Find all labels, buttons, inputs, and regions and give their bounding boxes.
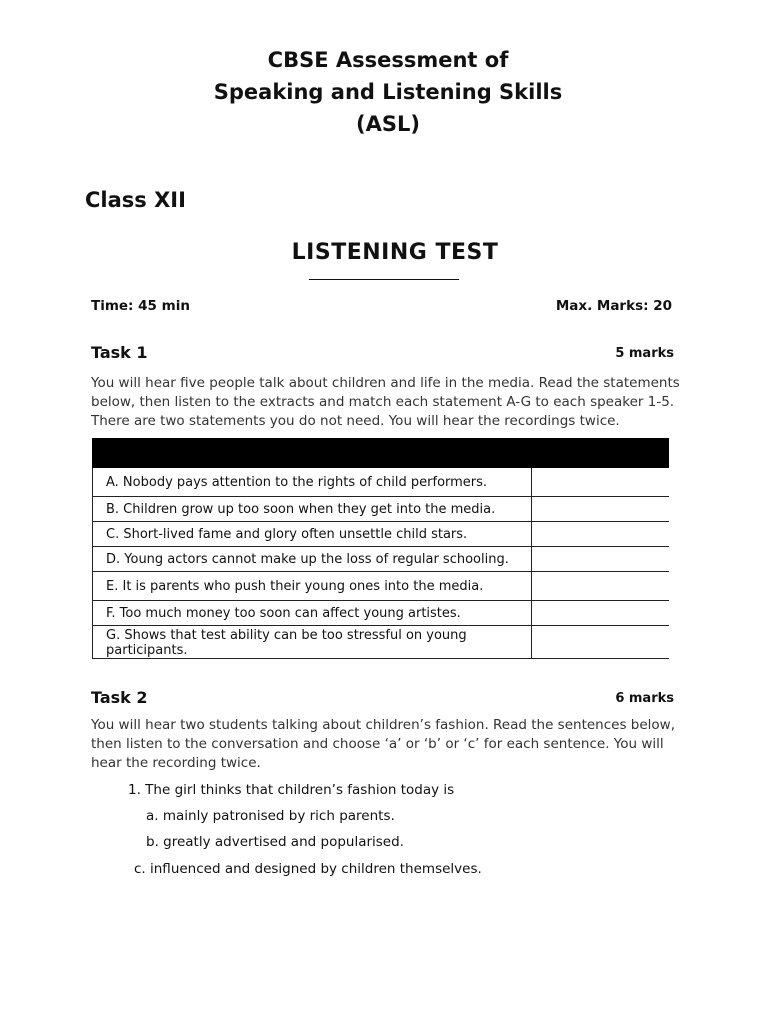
- time-label: Time: 45 min: [91, 298, 190, 314]
- table-header-cell: [93, 439, 532, 468]
- statement-cell: G. Shows that test ability can be too stressful on young participants.: [93, 626, 532, 659]
- option-c: c. influenced and designed by children themselves.: [134, 861, 482, 877]
- task2-instructions: You will hear two students talking about children’s fashion. Read the sentences below, then listen to the conversation and choose ‘a’ or ‘b’ or ‘c’ for each sentence. You will hear the recording twice.: [91, 717, 676, 771]
- statement-cell: E. It is parents who push their young ones into the media.: [93, 572, 532, 601]
- statement-cell: B. Children grow up too soon when they get into the media.: [93, 497, 532, 522]
- title-line-3: (ASL): [356, 112, 420, 136]
- task1-heading: Task 1: [91, 343, 148, 362]
- test-title: LISTENING TEST: [291, 240, 499, 265]
- max-marks-label: Max. Marks: 20: [555, 298, 672, 314]
- answer-cell[interactable]: [532, 522, 670, 547]
- table-header-row: [93, 439, 670, 468]
- answer-cell[interactable]: [532, 468, 670, 497]
- question-1: 1. The girl thinks that children’s fashion today is: [128, 782, 455, 798]
- answer-cell[interactable]: [532, 547, 670, 572]
- title-line-2: Speaking and Listening Skills: [213, 80, 563, 104]
- matching-table: [92, 438, 669, 659]
- title-line-1: CBSE Assessment of: [267, 48, 509, 72]
- table-row: [93, 626, 670, 659]
- document-title: [0, 44, 768, 140]
- table-header-cell: [532, 439, 670, 468]
- answer-cell[interactable]: [532, 626, 670, 659]
- statement-cell: F. Too much money too soon can affect young artistes.: [93, 601, 532, 626]
- title-underline: [309, 279, 459, 280]
- answer-cell[interactable]: [532, 601, 670, 626]
- class-label: Class XII: [85, 188, 186, 212]
- table-row: [93, 468, 670, 497]
- answer-cell[interactable]: [532, 572, 670, 601]
- answer-cell[interactable]: [532, 497, 670, 522]
- table-row: [93, 522, 670, 547]
- statement-cell: D. Young actors cannot make up the loss of regular schooling.: [93, 547, 532, 572]
- option-a: a. mainly patronised by rich parents.: [146, 808, 395, 824]
- statement-cell: C. Short-lived fame and glory often unsettle child stars.: [93, 522, 532, 547]
- task2-heading: Task 2: [91, 688, 148, 707]
- task1-instructions: You will hear five people talk about children and life in the media. Read the statements below, then listen to the extracts and match each statement A-G to each speaker 1-5. There are two statements you do not need. You will hear the recordings twice.: [91, 375, 680, 429]
- task1-marks: 5 marks: [615, 346, 674, 361]
- table-row: [93, 497, 670, 522]
- statement-cell: A. Nobody pays attention to the rights of child performers.: [93, 468, 532, 497]
- table-row: [93, 601, 670, 626]
- table-row: [93, 547, 670, 572]
- table-row: [93, 572, 670, 601]
- option-b: b. greatly advertised and popularised.: [146, 834, 404, 850]
- task2-marks: 6 marks: [615, 691, 674, 706]
